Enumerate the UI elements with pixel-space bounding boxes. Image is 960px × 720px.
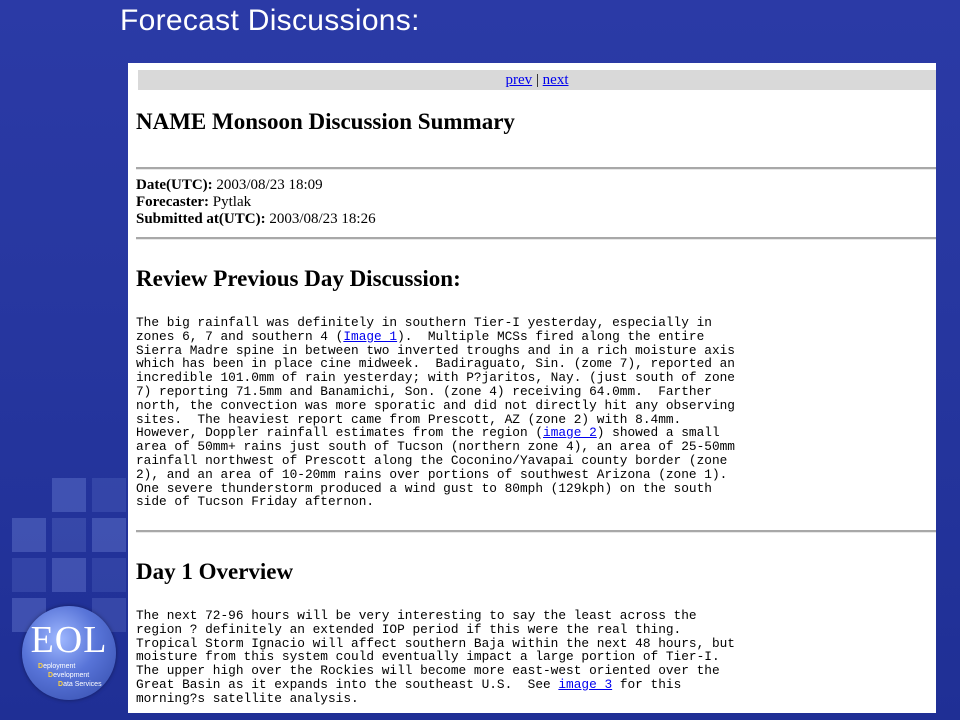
date-label: Date(UTC): — [136, 177, 213, 193]
logo-name: EOL — [30, 619, 108, 661]
submitted-value: 2003/08/23 18:26 — [265, 211, 376, 227]
meta-block — [136, 177, 376, 228]
next-link[interactable]: next — [542, 72, 569, 88]
forecaster-value: Pytlak — [209, 194, 252, 210]
date-value: 2003/08/23 18:09 — [212, 177, 323, 193]
browser-page[interactable] — [128, 63, 936, 713]
logo-subtitle: Deployment Development Data Services — [38, 663, 102, 688]
image-1-link[interactable]: Image 1 — [343, 328, 398, 344]
image-2-link[interactable]: image 2 — [543, 425, 597, 441]
image-3-link[interactable]: image 3 — [558, 676, 613, 692]
divider — [136, 530, 936, 533]
slide-title: Forecast Discussions: — [120, 4, 420, 37]
eol-logo — [22, 606, 116, 700]
nav-separator: | — [532, 72, 543, 88]
nav-bar — [138, 70, 936, 90]
submitted-label: Submitted at(UTC): — [136, 211, 266, 227]
forecaster-label: Forecaster: — [136, 194, 210, 210]
divider — [136, 167, 936, 170]
divider — [136, 237, 936, 240]
page-title: NAME Monsoon Discussion Summary — [136, 109, 515, 134]
day1-text: The next 72-96 hours will be very interesting to say the least across the region ? definitely an extended IOP period if this were the real thing. Tropical Storm Ignacio will affect southern Baja within the next 48 hours, but moisture from this system could eventually impact a large portion of Tier-I. The upper high over the Rockies will become more east-west oriented over the Great Basin as it expands into the southeast U.S. See image 3 for this morning?s satellite analysis. — [136, 608, 735, 706]
prev-link[interactable]: prev — [505, 72, 533, 88]
review-text: The big rainfall was definitely in southern Tier-I yesterday, especially in zones 6, 7 and southern 4 (Image 1). Multiple MCSs fired along the entire Sierra Madre spine in between two inverted troughs and in a rich moisture axis which has been in place cine midweek. Badiraguato, Sin. (zome 7), reported an incredible 101.0mm of rain yesterday; with P?jaritos, Nay. (just south of zone 7) reporting 71.5mm and Banamichi, Son. (zone 4) receiving 64.0mm. Farther north, the convection was more sporatic and did not directly hit any observing sites. The heaviest report came from Prescott, AZ (zone 2) with 8.4mm. However, Doppler rainfall estimates from the region (image 2) showed a small area of 50mm+ rains just south of Tucson (northern zone 4), an area of 25-50mm rainfall northwest of Prescott along the Coconino/Yavapai county border (zone 2), and an area of 10-20mm rains over portions of southwest Arizona (zone 1). One severe thunderstorm produced a wind gust to 80mph (129kph) on the south side of Tucson Friday afternon. — [136, 315, 735, 510]
review-heading: Review Previous Day Discussion: — [136, 266, 461, 291]
day1-heading: Day 1 Overview — [136, 559, 294, 584]
